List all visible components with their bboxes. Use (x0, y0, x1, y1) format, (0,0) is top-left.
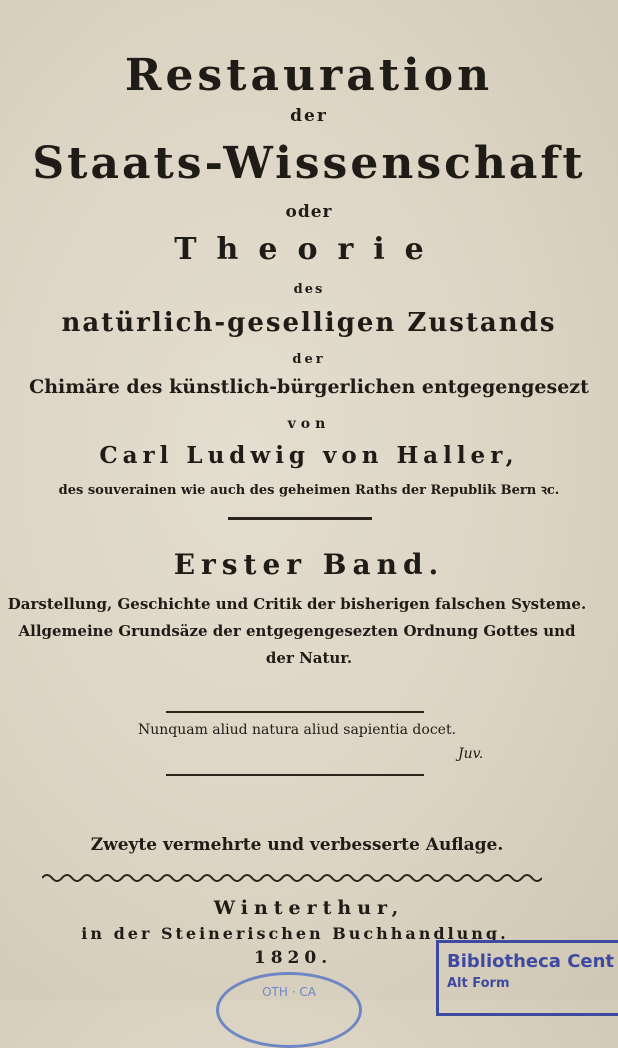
epigraph-rule-bottom (166, 774, 424, 776)
volume-desc-3: der Natur. (265, 649, 353, 667)
epigraph-text: Nunquam aliud natura aliud sapientia docet. (137, 722, 457, 738)
wavy-divider (42, 872, 542, 884)
author-role: des souverainen wie auch des geheimen Raths der Republik Bern ꝛc. (58, 483, 560, 498)
volume-desc-2: Allgemeine Grundsäze der entgegengesezten Ordnung Gottes und (18, 622, 576, 640)
title-theorie: Theorie (174, 232, 444, 267)
imprint-publisher: in der Steinerischen Buchhandlung. (81, 924, 509, 943)
title-oder: oder (285, 202, 333, 222)
volume-heading: Erster Band. (173, 548, 445, 581)
volume-desc-1: Darstellung, Geschichte und Critik der bisherigen falschen Systeme. (7, 595, 587, 613)
title-von: von (287, 416, 331, 432)
round-stamp (216, 972, 362, 1048)
title-des: des (293, 282, 325, 297)
library-stamp-text: Bibliotheca Cent (447, 951, 615, 972)
title-restauration: Restauration (124, 50, 494, 101)
title-chimaere: Chimäre des künstlich-bürgerlichen entgegengesezt (29, 376, 589, 398)
title-staats-wissenschaft: Staats-Wissenschaft (32, 138, 586, 189)
epigraph-source: Juv. (458, 746, 484, 762)
round-stamp-text: OTH · CA (262, 985, 316, 999)
title-der-1: der (290, 106, 328, 126)
edition-statement: Zweyte vermehrte und verbesserte Auflage. (90, 835, 504, 855)
imprint-year: 1820. (253, 948, 333, 968)
author-name: Carl Ludwig von Haller, (99, 442, 519, 469)
epigraph-rule-top (166, 711, 424, 713)
divider-1 (228, 517, 372, 520)
library-stamp-subtext: Alt Form (447, 976, 510, 991)
title-der-2: der (292, 352, 326, 367)
title-natuerlich: natürlich-geselligen Zustands (61, 308, 557, 338)
library-stamp (436, 940, 618, 1016)
imprint-place: Winterthur, (213, 897, 405, 919)
